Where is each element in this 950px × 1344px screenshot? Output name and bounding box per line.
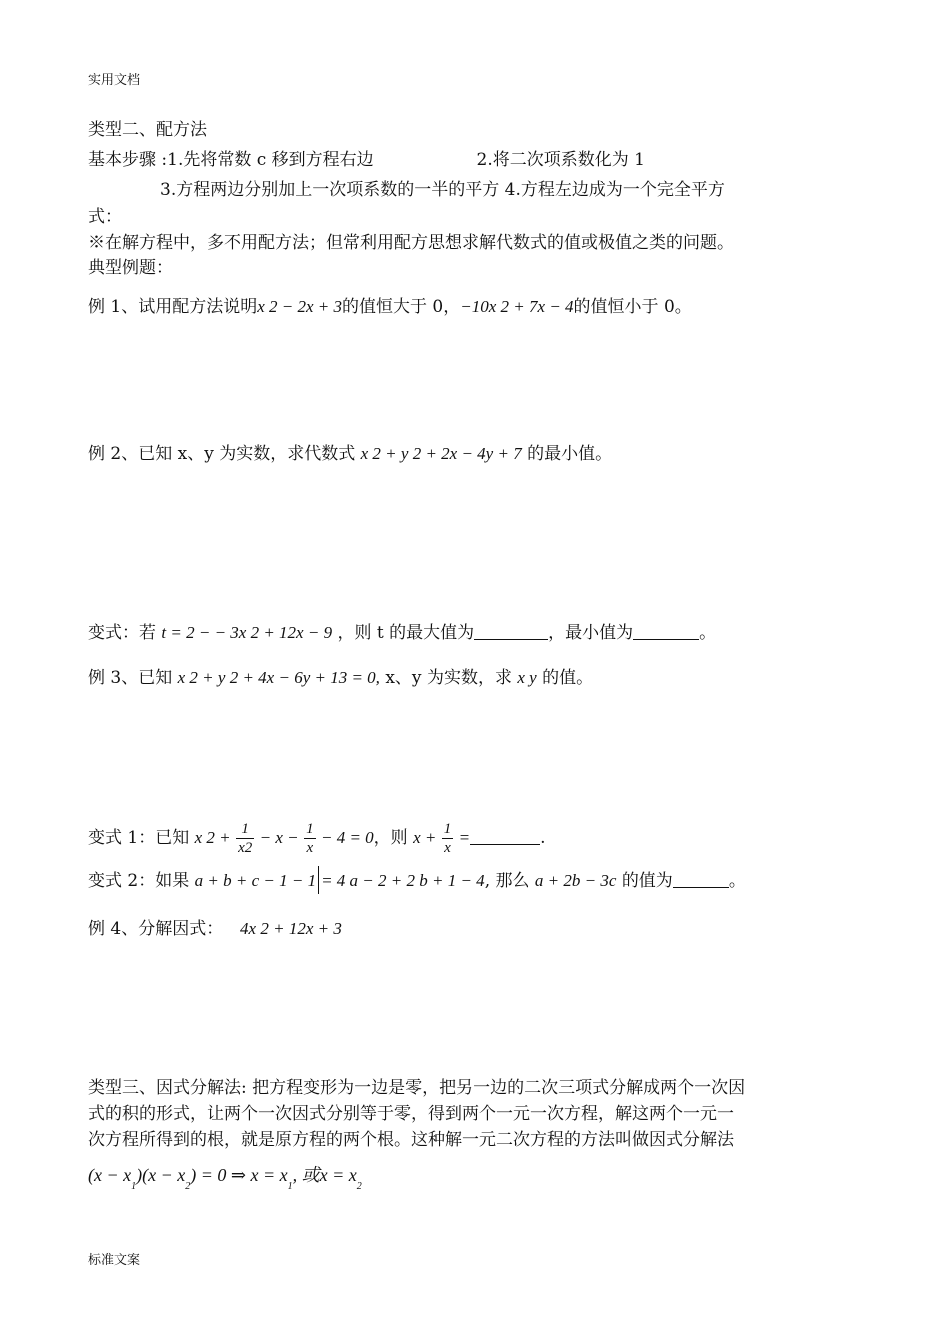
example-2-expr: x 2 + y 2 + 2x − 4y + 7	[360, 444, 522, 463]
example-3-expr-2: x y	[517, 668, 537, 687]
variant-0-text-a: 变式：若	[88, 623, 156, 643]
variant-2-text-a: 变式 2：如果	[88, 871, 190, 891]
example-1-expr-2a: −10x	[460, 297, 497, 316]
example-3-expr: x 2 + y 2 + 4x − 6y + 13 = 0,	[177, 668, 380, 687]
step-3-continued: 式：	[88, 207, 122, 227]
variant-1-expr-4: x +	[413, 828, 437, 847]
section-3-line-3: 次方程所得到的根，就是原方程的两个根。这种解一元二次方程的方法叫做因式分解法	[88, 1130, 734, 1150]
section-3-line-2: 式的积的形式，让两个一次因式分别等于零，得到两个一元一次方程，解这两个一元一	[88, 1104, 734, 1124]
example-2-text-a: 例 2、已知 x、y 为实数，求代数式	[88, 444, 356, 464]
example-2-text-b: 的最小值。	[527, 444, 613, 464]
fraction-1-num: 1	[236, 820, 254, 839]
variant-0-text-d: 。	[699, 623, 717, 643]
variant-2	[88, 866, 746, 894]
steps-label: 基本步骤	[88, 150, 156, 170]
variant-1-equals: =	[458, 828, 471, 847]
variant-1-expr-3: − 4 = 0	[320, 828, 374, 847]
fraction-2-num: 1	[306, 821, 314, 837]
example-3-text-b: x、y 为实数，求	[385, 668, 512, 688]
variant-1-expr-2: − x −	[259, 828, 299, 847]
example-3	[88, 667, 593, 689]
example-1-text-a: 例 1、试用配方法说明	[88, 297, 258, 317]
fraction-2-den: x	[306, 840, 314, 856]
fraction-1-den: x2	[238, 840, 253, 856]
example-2	[88, 443, 612, 465]
variant-1	[88, 820, 546, 857]
variant-1-text-b: ，则	[373, 828, 408, 848]
formula-part-4: , 或x = x	[292, 1165, 357, 1185]
formula-sub-4: 2	[356, 1181, 362, 1192]
variant-2-expr-1: a + b + c − 1 − 1	[194, 871, 317, 890]
formula-part-2: )(x − x	[136, 1165, 186, 1185]
answer-blank-variant-1[interactable]	[470, 828, 540, 845]
factoring-formula	[88, 1164, 362, 1198]
example-4-expr: 4x 2 + 12x + 3	[240, 919, 342, 938]
step-2: 2.将二次项系数化为 1	[476, 150, 645, 170]
fraction-3-num: 1	[443, 821, 452, 837]
steps-line-1	[88, 149, 645, 171]
example-3-text-a: 例 3、已知	[88, 668, 173, 688]
answer-blank-variant-2[interactable]	[673, 871, 729, 888]
examples-label: 典型例题：	[88, 258, 173, 278]
variant-0-text-b: ，则 t 的最大值为	[337, 623, 475, 643]
example-1-expr-1a: x	[257, 297, 265, 316]
example-4-text: 例 4、分解因式：	[88, 919, 224, 939]
section-title-completing-square: 类型二、配方法	[88, 120, 207, 140]
formula-part-3: ) = 0 ⇒ x = x	[190, 1165, 288, 1185]
formula-sub-3: 1	[287, 1181, 293, 1192]
formula-sub-1: 1	[131, 1181, 137, 1192]
example-1-expr-2	[460, 297, 573, 316]
variant-1-period: .	[540, 828, 546, 848]
formula-part-1: (x − x	[88, 1165, 132, 1185]
fraction-1-over-x-answer	[442, 820, 454, 857]
example-3-text-c: 的值。	[542, 668, 594, 688]
page-footer: 标准文案	[88, 1253, 141, 1268]
variant-2-expr-2: = 4 a − 2 + 2 b + 1 − 4	[321, 871, 485, 890]
variant-0-expr: t = 2 − − 3x 2 + 12x − 9	[161, 623, 333, 642]
fraction-1-over-x	[304, 820, 316, 857]
answer-blank-max[interactable]	[474, 623, 548, 640]
formula-sub-2: 2	[185, 1181, 191, 1192]
variant-2-expr-3: a + 2b − 3c	[534, 871, 617, 890]
absolute-value-bar	[318, 866, 319, 894]
variant-2-text-b: , 那么	[484, 871, 530, 891]
step-1: :1.先将常数 c 移到方程右边	[161, 150, 374, 170]
variant-1-expr-1: x 2 +	[194, 828, 231, 847]
example-1-expr-2b: 2 + 7x − 4	[500, 297, 574, 316]
example-1	[88, 296, 692, 318]
example-1-text-c: 的值恒小于 0。	[573, 297, 692, 317]
step-3: 3.方程两边分别加上一次项系数的一半的平方 4.方程左边成为一个完全平方	[160, 180, 725, 200]
fraction-3-den: x	[444, 840, 451, 856]
section-3-line-1: 类型三、因式分解法: 把方程变形为一边是零，把另一边的二次三项式分解成两个一次因	[88, 1078, 746, 1098]
variant-0-text-c: ，最小值为	[548, 623, 634, 643]
variant-0	[88, 622, 716, 644]
variant-2-text-c: 的值为	[621, 871, 673, 891]
variant-2-text-d: 。	[728, 871, 746, 891]
answer-blank-min[interactable]	[633, 623, 699, 640]
page-header: 实用文档	[88, 73, 141, 88]
example-1-expr-1	[257, 297, 342, 316]
example-1-expr-1b: 2 − 2x + 3	[269, 297, 343, 316]
method-note: ※在解方程中，多不用配方法；但常利用配方思想求解代数式的值或极值之类的问题。	[88, 233, 734, 253]
variant-1-text-a: 变式 1：已知	[88, 828, 190, 848]
example-1-text-b: 的值恒大于 0，	[342, 297, 461, 317]
example-4	[88, 918, 342, 940]
fraction-1-over-x-squared	[236, 820, 254, 857]
